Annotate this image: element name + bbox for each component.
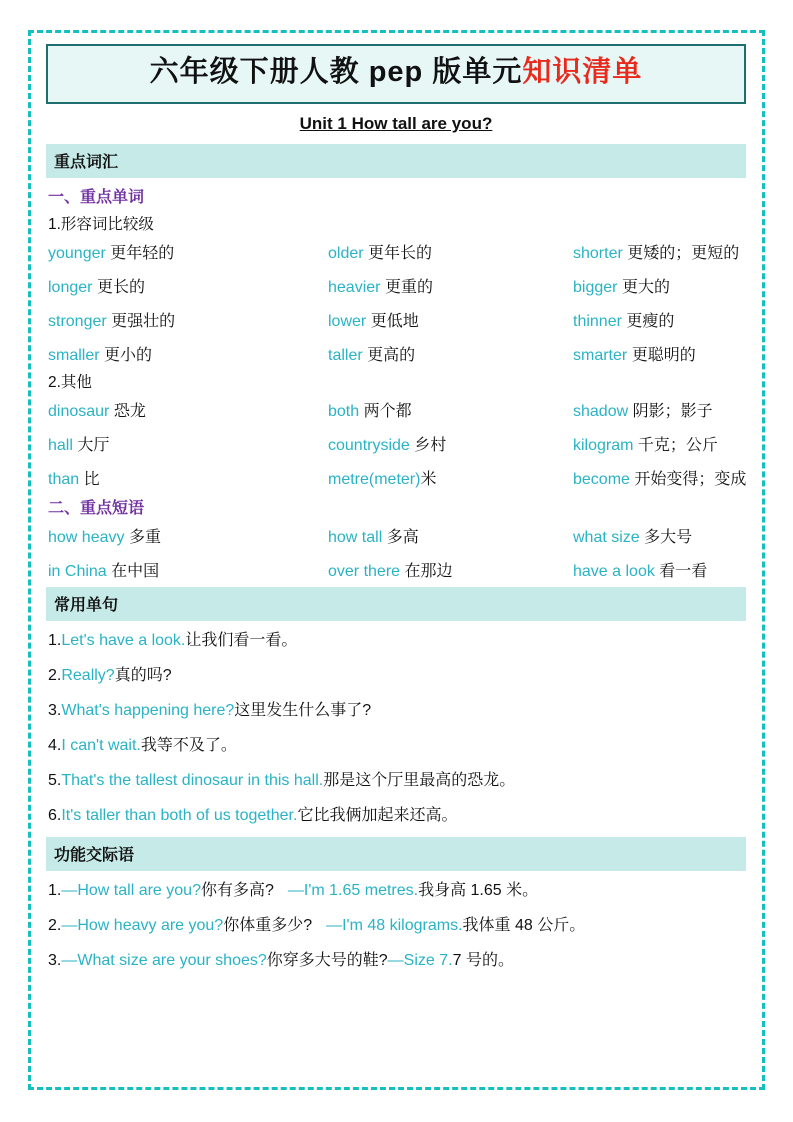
subsection-words-heading: 一、重点单词 bbox=[48, 188, 145, 206]
comparative-word-grid bbox=[48, 240, 746, 365]
word-en: lower bbox=[328, 312, 367, 330]
phrase-item bbox=[48, 558, 328, 581]
title-box bbox=[46, 44, 746, 104]
sentence-item bbox=[48, 767, 746, 790]
sentence-item bbox=[48, 662, 746, 685]
word-cn: 千克；公斤 bbox=[637, 436, 718, 454]
word-en: dinosaur bbox=[48, 402, 110, 420]
unit-heading: Unit 1 How tall are you? bbox=[299, 113, 493, 133]
sentence-cn: 我等不及了。 bbox=[140, 736, 237, 754]
sentence-cn: 这里发生什么事了? bbox=[234, 701, 372, 719]
subsection-phrases-heading: 二、重点短语 bbox=[48, 499, 145, 517]
word-item bbox=[48, 342, 328, 365]
word-item bbox=[573, 308, 746, 331]
sentence-cn: 它比我俩加起来还高。 bbox=[297, 806, 458, 824]
functional-number: 3. bbox=[48, 951, 62, 969]
word-cn: 乡村 bbox=[414, 436, 447, 454]
word-en: than bbox=[48, 470, 80, 488]
word-item bbox=[328, 466, 573, 489]
word-item bbox=[573, 240, 746, 263]
sentence-number: 2. bbox=[48, 666, 62, 684]
phrase-en: over there bbox=[328, 562, 401, 580]
word-item bbox=[48, 466, 328, 489]
word-en: countryside bbox=[328, 436, 410, 454]
word-item bbox=[328, 342, 573, 365]
label-other: 2.其他 bbox=[48, 373, 92, 391]
functional-en-a: —Size 7. bbox=[387, 951, 453, 969]
functional-cn-a: 7 号的。 bbox=[452, 951, 514, 969]
word-cn: 两个都 bbox=[363, 402, 412, 420]
phrase-item bbox=[328, 558, 573, 581]
phrase-cn: 多大号 bbox=[644, 528, 693, 546]
word-en: younger bbox=[48, 244, 106, 262]
sentence-en: It's taller than both of us together. bbox=[61, 806, 298, 824]
sentence-cn: 那是这个厅里最高的恐龙。 bbox=[323, 771, 516, 789]
word-en: heavier bbox=[328, 278, 381, 296]
sentence-number: 1. bbox=[48, 631, 62, 649]
word-cn: 更高的 bbox=[367, 346, 416, 364]
word-cn: 更重的 bbox=[384, 278, 433, 296]
functional-en-a: —I'm 48 kilograms. bbox=[326, 916, 463, 934]
section-sentences-bar: 常用单句 bbox=[46, 587, 746, 621]
phrase-cn: 多重 bbox=[128, 528, 161, 546]
phrase-en: in China bbox=[48, 562, 107, 580]
functional-en-a: —I'm 1.65 metres. bbox=[287, 881, 419, 899]
word-cn: 更大的 bbox=[621, 278, 670, 296]
word-cn: 更瘦的 bbox=[626, 312, 675, 330]
functional-number: 2. bbox=[48, 916, 62, 934]
word-cn: 米 bbox=[420, 470, 437, 488]
word-cn: 更长的 bbox=[96, 278, 145, 296]
word-en: taller bbox=[328, 346, 363, 364]
word-en: metre(meter) bbox=[328, 470, 421, 488]
functional-item bbox=[48, 912, 746, 935]
phrase-grid bbox=[48, 524, 746, 581]
sentence-item bbox=[48, 627, 746, 650]
section-functional-bar: 功能交际语 bbox=[46, 837, 746, 871]
functional-en-q: —What size are your shoes? bbox=[61, 951, 267, 969]
word-item bbox=[48, 432, 328, 455]
word-item bbox=[48, 398, 328, 421]
phrase-cn: 在那边 bbox=[404, 562, 453, 580]
word-en: kilogram bbox=[573, 436, 634, 454]
word-item bbox=[328, 274, 573, 297]
functional-cn-q: 你有多高? bbox=[200, 881, 274, 899]
sentence-cn: 真的吗? bbox=[114, 666, 172, 684]
word-cn: 更强壮的 bbox=[111, 312, 176, 330]
functional-en-q: —How tall are you? bbox=[61, 881, 201, 899]
word-item bbox=[328, 240, 573, 263]
word-en: hall bbox=[48, 436, 73, 454]
title-accent: 知识清单 bbox=[522, 56, 643, 88]
word-cn: 更矮的；更短的 bbox=[627, 244, 740, 262]
word-cn: 更聪明的 bbox=[631, 346, 696, 364]
phrase-item bbox=[573, 558, 746, 581]
document-content bbox=[46, 44, 746, 982]
phrase-en: how heavy bbox=[48, 528, 125, 546]
word-cn: 开始变得；变成 bbox=[634, 470, 747, 488]
word-item bbox=[573, 466, 746, 489]
functional-number: 1. bbox=[48, 881, 62, 899]
sentence-list bbox=[48, 627, 746, 825]
word-en: older bbox=[328, 244, 364, 262]
phrase-item bbox=[328, 524, 573, 547]
phrase-en: how tall bbox=[328, 528, 383, 546]
label-comparative: 1.形容词比较级 bbox=[48, 215, 154, 233]
word-item bbox=[573, 274, 746, 297]
word-en: become bbox=[573, 470, 630, 488]
sentence-number: 5. bbox=[48, 771, 62, 789]
phrase-item bbox=[48, 524, 328, 547]
functional-list bbox=[48, 877, 746, 970]
word-en: shorter bbox=[573, 244, 623, 262]
word-cn: 比 bbox=[83, 470, 100, 488]
word-en: smaller bbox=[48, 346, 100, 364]
word-item bbox=[48, 308, 328, 331]
functional-cn-q: 你穿多大号的鞋? bbox=[266, 951, 388, 969]
phrase-en: have a look bbox=[573, 562, 655, 580]
phrase-en: what size bbox=[573, 528, 640, 546]
functional-item bbox=[48, 877, 746, 900]
sentence-en: I can't wait. bbox=[61, 736, 141, 754]
word-item bbox=[48, 240, 328, 263]
word-cn: 更小的 bbox=[104, 346, 153, 364]
sentence-number: 6. bbox=[48, 806, 62, 824]
word-item bbox=[328, 432, 573, 455]
phrase-cn: 看一看 bbox=[659, 562, 708, 580]
word-cn: 更低地 bbox=[370, 312, 419, 330]
word-item bbox=[328, 398, 573, 421]
word-en: shadow bbox=[573, 402, 629, 420]
phrase-cn: 多高 bbox=[386, 528, 419, 546]
word-item bbox=[48, 274, 328, 297]
sentence-en: That's the tallest dinosaur in this hall. bbox=[61, 771, 324, 789]
sentence-en: Really? bbox=[61, 666, 115, 684]
word-en: smarter bbox=[573, 346, 628, 364]
word-cn: 更年轻的 bbox=[110, 244, 175, 262]
word-en: thinner bbox=[573, 312, 622, 330]
word-item bbox=[573, 398, 746, 421]
sentence-number: 3. bbox=[48, 701, 62, 719]
sentence-en: Let's have a look. bbox=[61, 631, 186, 649]
sentence-item bbox=[48, 732, 746, 755]
word-en: bigger bbox=[573, 278, 618, 296]
functional-en-q: —How heavy are you? bbox=[61, 916, 224, 934]
word-cn: 更年长的 bbox=[368, 244, 433, 262]
word-item bbox=[573, 432, 746, 455]
word-item bbox=[328, 308, 573, 331]
title-main: 六年级下册人教 pep 版单元 bbox=[149, 56, 523, 88]
page-title bbox=[54, 57, 738, 89]
other-word-grid bbox=[48, 398, 746, 489]
phrase-cn: 在中国 bbox=[111, 562, 160, 580]
sentence-cn: 让我们看一看。 bbox=[185, 631, 298, 649]
sentence-number: 4. bbox=[48, 736, 62, 754]
sentence-item bbox=[48, 802, 746, 825]
functional-item bbox=[48, 947, 746, 970]
phrase-item bbox=[573, 524, 746, 547]
word-item bbox=[573, 342, 746, 365]
word-cn: 阴影；影子 bbox=[632, 402, 713, 420]
functional-cn-a: 我体重 48 公斤。 bbox=[462, 916, 586, 934]
word-cn: 恐龙 bbox=[113, 402, 146, 420]
functional-cn-a: 我身高 1.65 米。 bbox=[418, 881, 539, 899]
functional-cn-q: 你体重多少? bbox=[223, 916, 313, 934]
word-cn: 大厅 bbox=[77, 436, 110, 454]
word-en: longer bbox=[48, 278, 93, 296]
sentence-item bbox=[48, 697, 746, 720]
sentence-en: What's happening here? bbox=[61, 701, 235, 719]
section-vocabulary-bar: 重点词汇 bbox=[46, 144, 746, 178]
word-en: stronger bbox=[48, 312, 107, 330]
word-en: both bbox=[328, 402, 360, 420]
